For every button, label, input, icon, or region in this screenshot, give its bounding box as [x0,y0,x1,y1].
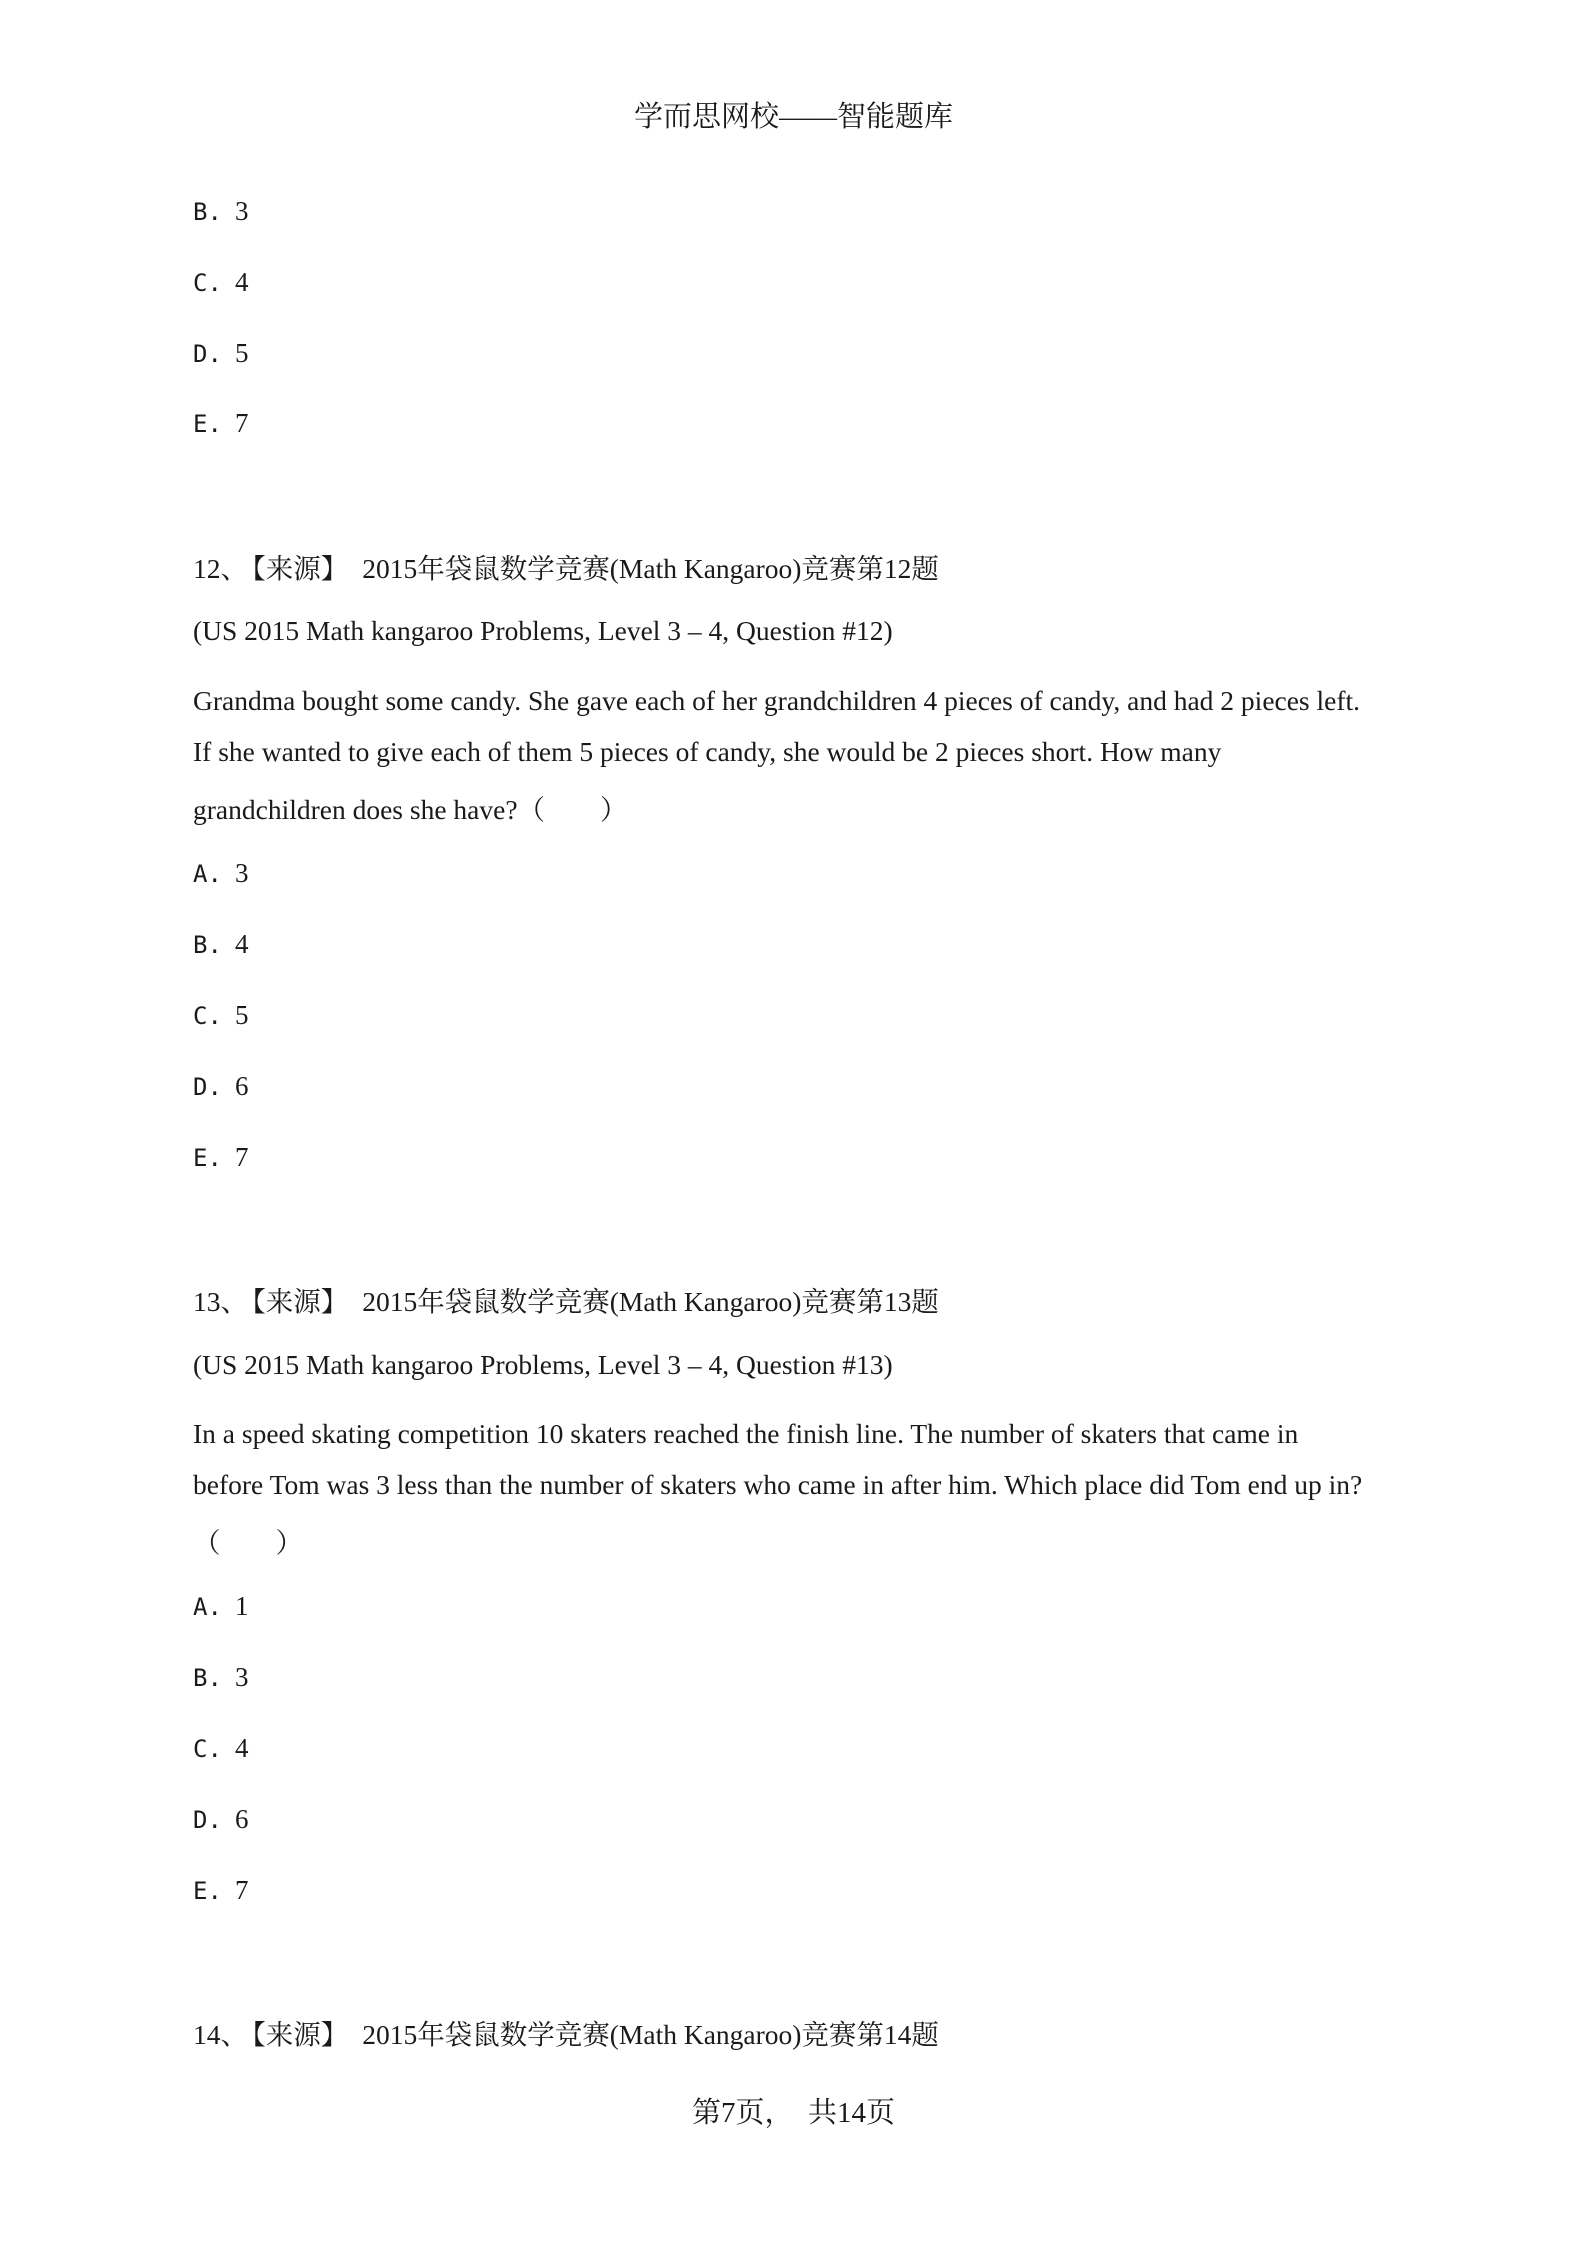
option-letter: C. [193,1002,222,1030]
question-number: 12、 [193,553,248,584]
question-13-heading [193,1279,939,1319]
option-c [193,1000,249,1031]
option-value: 4 [235,929,249,959]
question-12-text-line: grandchildren does she have?（ ） [193,794,628,825]
option-value: 6 [235,1804,249,1834]
question-source: 2015年袋鼠数学竞赛(Math Kangaroo)竞赛第14题 [362,2019,939,2050]
option-letter: B. [193,198,222,226]
option-e [193,408,249,439]
question-13-text-line: （ ） [193,1527,303,1558]
option-value: 5 [235,338,249,368]
option-letter: C. [193,269,222,297]
option-a [193,1591,249,1622]
option-letter: B. [193,1664,222,1692]
option-letter: E. [193,1144,222,1172]
question-14-heading [193,2012,939,2052]
option-value: 7 [235,408,249,438]
option-value: 7 [235,1875,249,1905]
option-b [193,929,249,960]
option-b [193,196,249,227]
question-number: 13、 [193,1286,248,1317]
question-12-text-line: Grandma bought some candy. She gave each of her grandchildren 4 pieces of candy, and had 2 pieces left. [193,685,1361,716]
option-value: 4 [235,1733,249,1763]
option-letter: D. [193,340,222,368]
option-d [193,1071,249,1102]
option-e [193,1142,249,1173]
question-number: 14、 [193,2019,248,2050]
page-footer: 第7页， 共14页 [691,2097,895,2129]
question-13-text-line: In a speed skating competition 10 skaters reached the finish line. The number of skaters that came in [193,1418,1299,1449]
option-letter: D. [193,1073,222,1101]
question-source: 2015年袋鼠数学竞赛(Math Kangaroo)竞赛第13题 [362,1286,939,1317]
question-12-text-line: If she wanted to give each of them 5 pieces of candy, she would be 2 pieces short. How many [193,736,1222,767]
option-d [193,338,249,369]
option-b [193,1662,249,1693]
option-e [193,1875,249,1906]
option-letter: B. [193,931,222,959]
source-tag: 【来源】 [252,553,349,584]
question-13-reference: (US 2015 Math kangaroo Problems, Level 3 – 4, Question #13) [193,1349,893,1380]
option-c [193,1733,249,1764]
question-12-heading [193,546,939,586]
option-letter: E. [193,1877,222,1905]
question-13-text-line: before Tom was 3 less than the number of skaters who came in after him. Which place did Tom end up in? [193,1469,1363,1500]
page-header: 学而思网校——智能题库 [633,101,953,133]
source-tag: 【来源】 [252,1286,349,1317]
question-source: 2015年袋鼠数学竞赛(Math Kangaroo)竞赛第12题 [362,553,939,584]
question-12-reference: (US 2015 Math kangaroo Problems, Level 3 – 4, Question #12) [193,615,893,646]
option-value: 6 [235,1071,249,1101]
option-value: 7 [235,1142,249,1172]
option-letter: C. [193,1735,222,1763]
option-d [193,1804,249,1835]
option-letter: E. [193,410,222,438]
option-value: 4 [235,267,249,297]
option-value: 1 [235,1591,249,1621]
option-letter: D. [193,1806,222,1834]
option-letter: A. [193,860,222,888]
option-value: 3 [235,858,249,888]
option-letter: A. [193,1593,222,1621]
option-value: 3 [235,1662,249,1692]
source-tag: 【来源】 [252,2019,349,2050]
option-c [193,267,249,298]
option-value: 5 [235,1000,249,1030]
option-a [193,858,249,889]
option-value: 3 [235,196,249,226]
